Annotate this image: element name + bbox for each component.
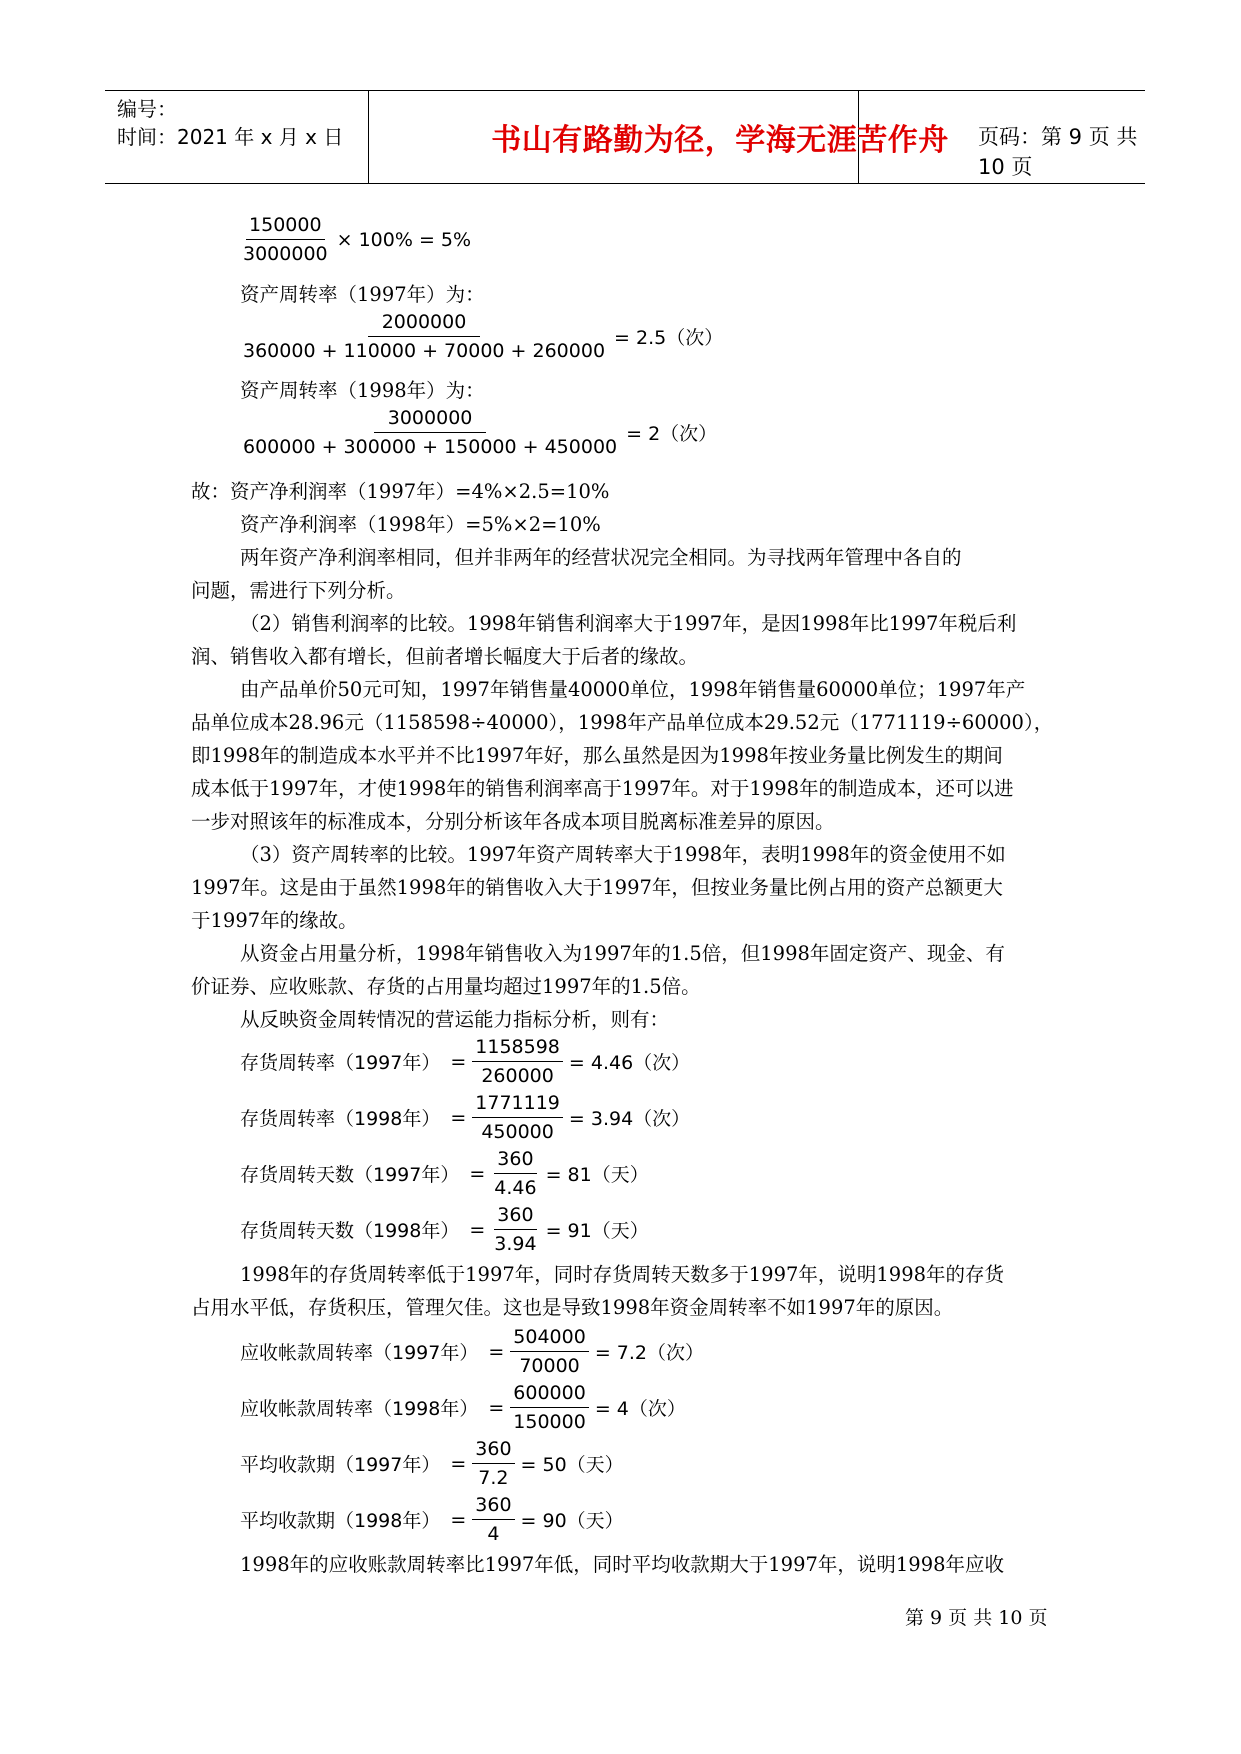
fraction-denominator: 70000 [519, 1355, 580, 1377]
paragraph-line: 成本低于1997年，才使1998年的销售利润率高于1997年。对于1998年的制造成本，还可以进 [191, 777, 1014, 800]
ratio-label: 应收帐款周转率（1998年） [240, 1398, 479, 1420]
paragraph-line: 于1997年的缘故。 [191, 909, 358, 932]
fraction-numerator: 360 [494, 1147, 536, 1174]
paragraph-line: （2）销售利润率的比较。1998年销售利润率大于1997年，是因1998年比1997年税后利 [240, 612, 1017, 635]
fraction [510, 1381, 589, 1434]
formula-asset-turnover-1997 [240, 310, 729, 363]
paragraph-line: 品单位成本28.96元（1158598÷40000），1998年产品单位成本29.52元（1771119÷60000）， [191, 711, 1054, 734]
ratio-label: 存货周转天数（1997年） [240, 1164, 460, 1186]
formula-result: = 2.5（次） [614, 327, 724, 349]
fraction-denominator: 3000000 [243, 243, 328, 265]
fraction-denominator: 260000 [481, 1065, 554, 1087]
fraction-numerator: 1771119 [472, 1091, 563, 1118]
paragraph-line: 润、销售收入都有增长，但前者增长幅度大于后者的缘故。 [191, 645, 699, 668]
formula-asset-turnover-1998 [240, 406, 723, 459]
page-header [105, 90, 1145, 184]
fraction [472, 1091, 563, 1144]
paragraph-line: 1997年。这是由于虽然1998年的销售收入大于1997年，但按业务量比例占用的资产总额更大 [191, 876, 1003, 899]
paragraph-line: 价证券、应收账款、存货的占用量均超过1997年的1.5倍。 [191, 975, 701, 998]
fraction-numerator: 150000 [246, 213, 325, 240]
fraction-numerator: 360 [472, 1437, 514, 1464]
paragraph-line: 从资金占用量分析，1998年销售收入为1997年的1.5倍，但1998年固定资产、现金、有 [240, 942, 1005, 965]
ratio-result: = 4（次） [594, 1398, 686, 1420]
formula-result: × 100% = 5% [336, 228, 472, 251]
ratio-formula: 应收帐款周转率（1998年） = $\frac{600000}{150000}$ = 4（次） [240, 1382, 686, 1433]
document-time: 时间：2021 年 x 月 x 日 [117, 125, 344, 149]
header-divider [368, 91, 369, 183]
fraction-numerator: 1158598 [472, 1035, 563, 1062]
paragraph-line: 由产品单价50元可知，1997年销售量40000单位，1998年销售量60000单位；1997年产 [240, 678, 1026, 701]
fraction-denominator: 7.2 [478, 1467, 509, 1489]
ratio-formula: 应收帐款周转率（1997年） = $\frac{504000}{70000}$ = 7.2（次） [240, 1326, 704, 1377]
fraction [472, 1493, 514, 1546]
paragraph-line: （3）资产周转率的比较。1997年资产周转率大于1998年，表明1998年的资金使用不如 [240, 843, 1006, 866]
ratio-result: = 91（天） [545, 1220, 649, 1242]
header-page-info: 页码：第 9 页 共 10 页 [978, 125, 1138, 179]
fraction [491, 1203, 539, 1256]
ratio-label: 存货周转率（1998年） [240, 1108, 441, 1130]
ratio-result: = 7.2（次） [594, 1342, 704, 1364]
paragraph-line: 即1998年的制造成本水平并不比1997年好，那么虽然是因为1998年按业务量比例发生的期间 [191, 744, 1003, 767]
paragraph-line: 故：资产净利润率（1997年）=4%×2.5=10% [191, 480, 610, 503]
header-meta [117, 95, 343, 151]
fraction-denominator: 4 [487, 1523, 500, 1545]
paragraph-line: 一步对照该年的标准成本，分别分析该年各成本项目脱离标准差异的原因。 [191, 810, 835, 833]
fraction [240, 310, 608, 363]
ratio-formula: 存货周转率（1997年） = $\frac{1158598}{260000}$ = 4.46（次） [240, 1036, 691, 1087]
fraction [240, 213, 331, 266]
formula-label: 资产周转率（1998年）为： [240, 379, 485, 402]
fraction-numerator: 504000 [510, 1325, 589, 1352]
ratio-formula: 存货周转天数（1997年） = $\frac{360}{4.46}$ = 81（天） [240, 1148, 649, 1199]
ratio-result: = 90（天） [520, 1510, 624, 1532]
paragraph-line: 从反映资金周转情况的营运能力指标分析，则有： [240, 1008, 670, 1031]
fraction-denominator: 450000 [481, 1121, 554, 1143]
formula-result: = 2（次） [626, 423, 718, 445]
paragraph-line: 1998年的存货周转率低于1997年，同时存货周转天数多于1997年，说明1998年的存货 [240, 1263, 1005, 1286]
ratio-label: 应收帐款周转率（1997年） [240, 1342, 479, 1364]
fraction [510, 1325, 589, 1378]
fraction-numerator: 360 [494, 1203, 536, 1230]
ratio-formula: 存货周转率（1998年） = $\frac{1771119}{450000}$ = 3.94（次） [240, 1092, 691, 1143]
ratio-result: = 3.94（次） [568, 1108, 691, 1130]
fraction [472, 1035, 563, 1088]
ratio-result: = 4.46（次） [568, 1052, 691, 1074]
fraction-denominator: 150000 [513, 1411, 586, 1433]
fraction-denominator: 3.94 [494, 1233, 537, 1255]
ratio-result: = 81（天） [545, 1164, 649, 1186]
ratio-label: 存货周转天数（1998年） [240, 1220, 460, 1242]
fraction-denominator: 600000 + 300000 + 150000 + 450000 [243, 436, 618, 458]
fraction-denominator: 360000 + 110000 + 70000 + 260000 [243, 340, 606, 362]
fraction [472, 1437, 514, 1490]
ratio-result: = 50（天） [520, 1454, 624, 1476]
fraction [240, 406, 620, 459]
paragraph-line: 两年资产净利润率相同，但并非两年的经营状况完全相同。为寻找两年管理中各自的 [240, 546, 962, 569]
paragraph-line: 资产净利润率（1998年）=5%×2=10% [240, 513, 601, 536]
fraction-numerator: 2000000 [368, 310, 481, 337]
page-footer: 第 9 页 共 10 页 [905, 1607, 1048, 1629]
ratio-formula: 平均收款期（1998年） = $\frac{360}{4}$ = 90（天） [240, 1494, 624, 1545]
paragraph-line: 1998年的应收账款周转率比1997年低，同时平均收款期大于1997年，说明1998年应收 [240, 1553, 1005, 1576]
ratio-label: 存货周转率（1997年） [240, 1052, 441, 1074]
ratio-formula: 存货周转天数（1998年） = $\frac{360}{3.94}$ = 91（天） [240, 1204, 649, 1255]
ratio-label: 平均收款期（1997年） [240, 1454, 441, 1476]
fraction-numerator: 3000000 [374, 406, 487, 433]
fraction-numerator: 360 [472, 1493, 514, 1520]
ratio-label: 平均收款期（1998年） [240, 1510, 441, 1532]
fraction-numerator: 600000 [510, 1381, 589, 1408]
formula-label: 资产周转率（1997年）为： [240, 283, 485, 306]
paragraph-line: 问题，需进行下列分析。 [191, 579, 406, 602]
paragraph-line: 占用水平低，存货积压，管理欠佳。这也是导致1998年资金周转率不如1997年的原因。 [191, 1296, 954, 1319]
ratio-formula: 平均收款期（1997年） = $\frac{360}{7.2}$ = 50（天） [240, 1438, 624, 1489]
header-motto: 书山有路勤为径，学海无涯苦作舟 [491, 123, 949, 158]
fraction [491, 1147, 539, 1200]
document-number-label: 编号： [117, 97, 177, 121]
formula-net-margin-1998 [240, 213, 477, 266]
fraction-denominator: 4.46 [494, 1177, 537, 1199]
